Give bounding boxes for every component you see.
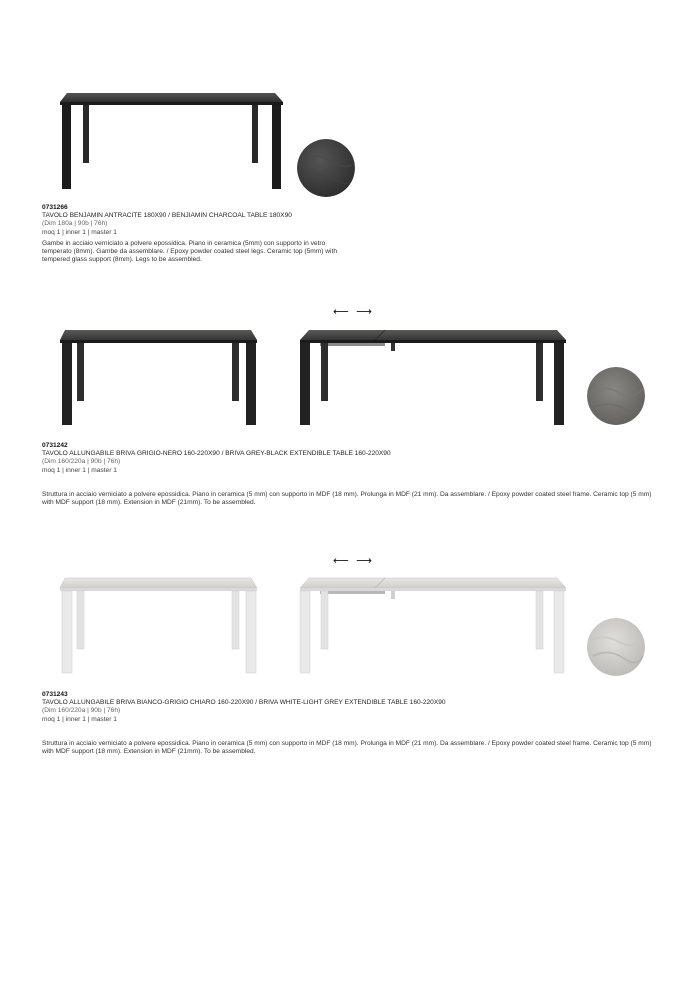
product-packaging: moq 1 | inner 1 | master 1 — [42, 466, 117, 474]
extend-arrows-icon: ⟵ ⟶ — [333, 305, 375, 318]
table-photo — [55, 326, 265, 428]
product-description: Struttura in acciaio verniciato a polvere epossidica. Piano in ceramica (5 mm) con supporto in MDF (18 mm). Prolunga in MDF (21 mm). Da assemblare. / Epoxy powder coated steel frame. Ceramic top (5 mm) with MDF support (18 mm). Extension in MDF (21mm). To be assembled. — [42, 740, 652, 756]
product-info — [42, 204, 362, 237]
product-title: TAVOLO ALLUNGABILE BRIVA BIANCO-GRIGIO CHIARO 160-220X90 / BRIVA WHITE-LIGHT GREY EXTENDIBLE TABLE 160-220X90 — [42, 699, 446, 707]
product-code: 0731266 — [42, 204, 68, 211]
product-title: TAVOLO ALLUNGABILE BRIVA GRIGIO-NERO 160-220X90 / BRIVA GREY-BLACK EXTENDIBLE TABLE 160-220X90 — [42, 450, 391, 458]
product-dimensions: (Dim 160/220a | 90b | 76h) — [42, 707, 121, 715]
product-dimensions: (Dim 160/220a | 90b | 76h) — [42, 458, 121, 466]
product-description: Struttura in acciaio verniciato a polvere epossidica. Piano in ceramica (5 mm) con supporto in MDF (18 mm). Prolunga in MDF (21 mm). Da assemblare. / Epoxy powder coated steel frame. Ceramic top (5 mm) with MDF support (18 mm). Extension in MDF (21mm). To be assembled. — [42, 491, 652, 507]
product-dimensions: (Dim 180a | 90b | 76h) — [42, 220, 108, 228]
table-photo — [55, 574, 265, 676]
extended-table-photo — [295, 326, 575, 428]
product-packaging: moq 1 | inner 1 | master 1 — [42, 715, 117, 723]
material-swatch — [587, 618, 645, 676]
table-photo — [55, 88, 290, 193]
product-info — [42, 442, 662, 475]
product-title: TAVOLO BENJAMIN ANTRACITE 180X90 / BENJIAMIN CHARCOAL TABLE 180X90 — [42, 212, 292, 220]
product-packaging: moq 1 | inner 1 | master 1 — [42, 228, 117, 236]
material-swatch — [297, 139, 355, 197]
extended-table-photo — [295, 574, 575, 676]
extend-arrows-icon: ⟵ ⟶ — [333, 554, 375, 567]
material-swatch — [587, 367, 645, 425]
product-code: 0731242 — [42, 442, 68, 449]
product-code: 0731243 — [42, 691, 68, 698]
product-info — [42, 691, 662, 724]
product-description: Gambe in acciaio verniciato a polvere epossidica. Piano in ceramica (5mm) con supporto in vetro temperato (8mm). Gambe da assemblare. / Epoxy powder coated steel legs. Ceramic top (5mm) with tempered glass support (8mm). Legs to be assembled. — [42, 240, 338, 264]
